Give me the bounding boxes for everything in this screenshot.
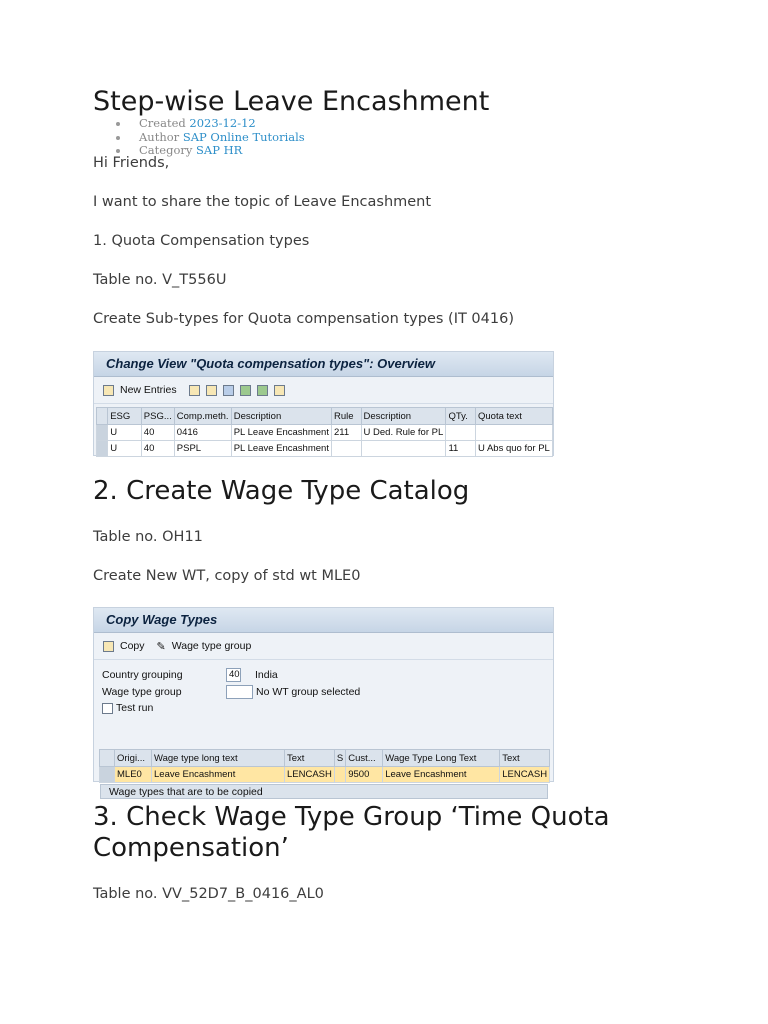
create-wt-text: Create New WT, copy of std wt MLE0 [93,568,361,584]
test-run-checkbox[interactable] [102,703,113,714]
pencil-icon[interactable]: ✎ [156,640,166,653]
undo-icon[interactable] [223,385,234,396]
select-block-icon[interactable] [257,385,268,396]
deselect-icon[interactable] [274,385,285,396]
wage-type-group-button[interactable]: Wage type group [171,640,252,652]
new-entries-button[interactable]: New Entries [120,384,177,396]
sap-screenshot-quota-types [93,351,554,456]
section-3-heading: 3. Check Wage Type Group ‘Time Quota Compensation’ [93,802,610,863]
create-subtypes-text: Create Sub-types for Quota compensation types (IT 0416) [93,311,514,327]
select-all-icon[interactable] [240,385,251,396]
wage-types-subheader: Wage types that are to be copied [100,784,548,799]
sap-screen-title: Change View "Quota compensation types": Overview [94,352,553,377]
copy-button[interactable]: Copy [120,640,145,652]
wage-types-table: Origi... Wage type long text Text S Cust... Wage Type Long Text Text MLE0 Leave Encashment LENCASH 9500 Leave Encashment LENCASH [99,749,550,783]
meta-created: Created 2023-12-12 [116,117,305,131]
meta-author: Author SAP Online Tutorials [116,131,305,145]
country-grouping-input[interactable]: 40 [226,668,241,682]
delete-icon[interactable] [206,385,217,396]
country-name: India [255,669,278,681]
table-ref-1: Table no. V_T556U [93,272,227,288]
step1-heading: 1. Quota Compensation types [93,233,310,249]
sap-screen-title: Copy Wage Types [94,608,553,633]
country-grouping-label: Country grouping [102,669,183,681]
sap-toolbar [94,377,553,404]
page-title: Step-wise Leave Encashment [93,86,490,117]
table-row[interactable]: U 40 0416 PL Leave Encashment 211 U Ded. Rule for PL [97,425,553,441]
quota-types-table: ESG PSG... Comp.meth. Description Rule Description QTy. Quota text U 40 0416 PL Leave Encashment 211 U Ded. Rule for PL U 40 PSPL PL Leave Encashment 11 U Abs quo for PL [96,407,553,457]
table-ref-3: Table no. VV_52D7_B_0416_AL0 [93,886,324,902]
table-row[interactable]: MLE0 Leave Encashment LENCASH 9500 Leave Encashment LENCASH [100,767,550,783]
wt-group-text: No WT group selected [256,686,361,698]
copy-icon[interactable] [189,385,200,396]
author-link[interactable]: SAP Online Tutorials [182,129,305,144]
copy-icon[interactable] [103,641,114,652]
sap-toolbar [94,633,553,660]
category-link[interactable]: SAP HR [196,143,243,157]
pencil-icon[interactable] [103,385,114,396]
intro-text: I want to share the topic of Leave Encashment [93,194,432,210]
greeting: Hi Friends, [93,155,170,171]
wage-type-group-label: Wage type group [102,686,182,698]
meta-category: Category SAP HR [116,144,305,158]
wage-type-group-input[interactable] [226,685,253,699]
table-ref-2: Table no. OH11 [93,529,203,545]
created-date-link[interactable]: 2023-12-12 [189,116,256,130]
sap-screenshot-copy-wage-types [93,607,554,798]
table-row[interactable]: U 40 PSPL PL Leave Encashment 11 U Abs quo for PL [97,441,553,457]
post-meta [116,117,305,158]
section-2-heading: 2. Create Wage Type Catalog [93,476,470,506]
test-run-label: Test run [116,702,154,714]
